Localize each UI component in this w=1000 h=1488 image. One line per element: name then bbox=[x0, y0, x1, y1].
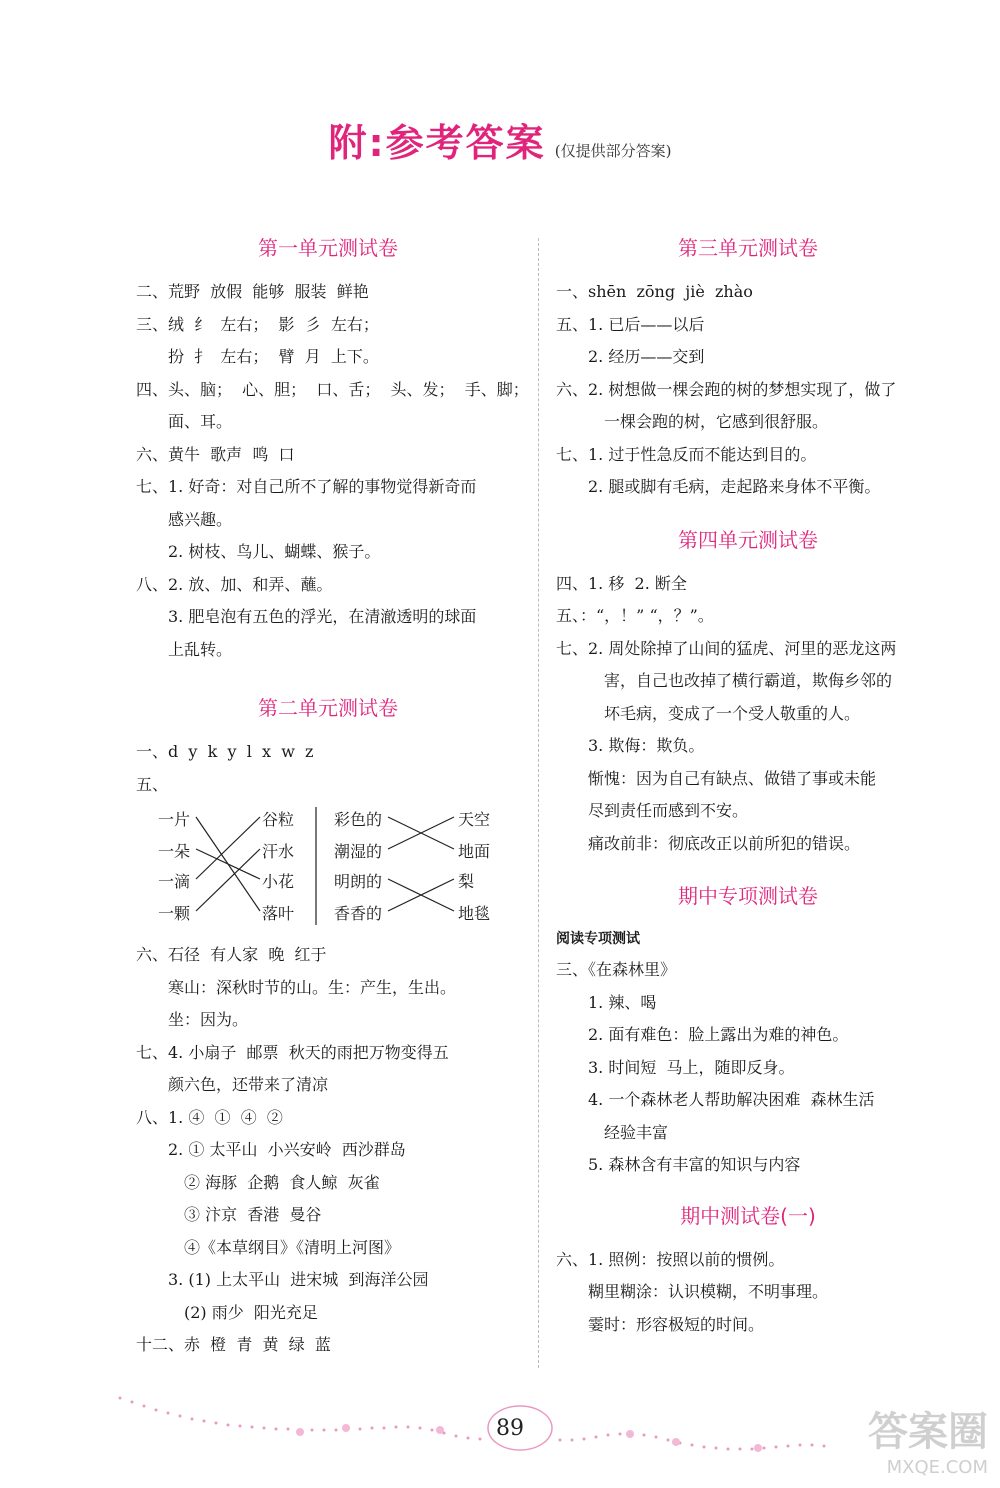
answer-line: (2) 雨少 阳光充足 bbox=[184, 1302, 318, 1322]
answer-line: 3. 时间短 马上，随即反身。 bbox=[588, 1057, 795, 1077]
answer-line: 四、1. 移 2. 断全 bbox=[556, 573, 687, 593]
answer-line: 经验丰富 bbox=[604, 1122, 669, 1142]
match-word: 地毯 bbox=[458, 904, 491, 923]
answer-line: 十二、赤 橙 青 黄 绿 蓝 bbox=[136, 1335, 331, 1354]
match-word: 一颗 bbox=[158, 904, 191, 923]
answer-line: 1. 辣、喝 bbox=[588, 992, 657, 1012]
answer-line: 五、 bbox=[136, 774, 169, 794]
answer-line: 3. 肥皂泡有五色的浮光，在清澈透明的球面 bbox=[168, 607, 477, 626]
answer-line: 感兴趣。 bbox=[168, 509, 233, 529]
answer-line: 面、耳。 bbox=[168, 412, 233, 431]
title-main: 附:参考答案 bbox=[328, 121, 546, 165]
match-word: 一滴 bbox=[158, 872, 191, 891]
section-title-unit4: 第四单元测试卷 bbox=[678, 527, 818, 552]
section-title-unit3: 第三单元测试卷 bbox=[678, 236, 818, 260]
answer-line: 糊里糊涂：认识模糊，不明事理。 bbox=[588, 1282, 829, 1301]
answer-line: 惭愧：因为自己有缺点、做错了事或未能 bbox=[588, 768, 877, 788]
answer-line: 四、头、脑； 心、胆； 口、舌； 头、发； 手、脚； bbox=[136, 379, 529, 399]
answer-line: 八、2. 放、加、和弄、蘸。 bbox=[136, 574, 333, 594]
answer-line: 2. 腿或脚有毛病，走起路来身体不平衡。 bbox=[588, 477, 881, 496]
column-divider bbox=[538, 238, 539, 1368]
answer-line: 八、1. ④ ① ④ ② bbox=[136, 1107, 283, 1127]
answer-line: 三、《在森林里》 bbox=[556, 960, 677, 979]
answer-line: 三、绒 纟 左右； 影 彡 左右； bbox=[136, 314, 379, 334]
match-word: 一片 bbox=[158, 810, 191, 829]
answer-line: 一、shēn zōng jiè zhào bbox=[556, 282, 753, 301]
answer-line: ③ 汴京 香港 曼谷 bbox=[184, 1205, 322, 1224]
answer-line: 颜六色，还带来了清凉 bbox=[168, 1075, 329, 1094]
answer-line: 3. (1) 上太平山 进宋城 到海洋公园 bbox=[168, 1270, 429, 1289]
match-word: 地面 bbox=[458, 842, 491, 861]
section-title-midterm-special: 期中专项测试卷 bbox=[678, 884, 818, 908]
answer-line: 七、4. 小扇子 邮票 秋天的雨把万物变得五 bbox=[136, 1042, 449, 1062]
section-title-unit1: 第一单元测试卷 bbox=[258, 236, 398, 260]
watermark-text: 答案圈 bbox=[868, 1409, 988, 1455]
answer-line: 五、1. 已后——以后 bbox=[556, 314, 705, 334]
subsection-heading: 阅读专项测试 bbox=[556, 931, 640, 947]
answer-line: 六、2. 树想做一棵会跑的树的梦想实现了，做了 bbox=[556, 379, 897, 399]
answer-line: 六、黄牛 歌声 鸣 口 bbox=[136, 444, 295, 464]
answer-line: 害，自己也改掉了横行霸道，欺侮乡邻的 bbox=[604, 671, 893, 690]
answer-line: 二、荒野 放假 能够 服装 鲜艳 bbox=[136, 282, 369, 301]
page-number: 89 bbox=[496, 1416, 524, 1441]
watermark-url: MXQE.COM bbox=[886, 1457, 988, 1478]
answer-line: 七、1. 过于性急反而不能达到目的。 bbox=[556, 444, 817, 464]
page-title bbox=[0, 112, 1000, 167]
answer-line: 七、2. 周处除掉了山间的猛虎、河里的恶龙这两 bbox=[556, 638, 897, 658]
match-word: 一朵 bbox=[158, 842, 191, 861]
match-word: 汗水 bbox=[262, 842, 295, 861]
watermark-logo bbox=[868, 1400, 988, 1478]
match-word: 彩色的 bbox=[334, 810, 383, 829]
answer-line: 霎时：形容极短的时间。 bbox=[588, 1314, 765, 1334]
answer-line: 痛改前非：彻底改正以前所犯的错误。 bbox=[588, 833, 861, 853]
answer-line: 2. 面有难色：脸上露出为难的神色。 bbox=[588, 1025, 849, 1044]
match-word: 小花 bbox=[262, 872, 295, 891]
answer-line: 六、石径 有人家 晚 红于 bbox=[136, 945, 327, 964]
answer-line: ④《本草纲目》《清明上河图》 bbox=[184, 1237, 401, 1257]
answer-line: 2. 经历——交到 bbox=[588, 347, 705, 366]
answer-line: 3. 欺侮：欺负。 bbox=[588, 736, 705, 755]
footer-dotted-wave bbox=[110, 1388, 970, 1468]
answer-line: 坐：因为。 bbox=[168, 1010, 249, 1029]
match-word: 香香的 bbox=[334, 904, 383, 923]
answer-line: 2. ① 太平山 小兴安岭 西沙群岛 bbox=[168, 1140, 406, 1159]
answer-line: 一棵会跑的树，它感到很舒服。 bbox=[604, 412, 829, 431]
answer-line: 2. 树枝、鸟儿、蝴蝶、猴子。 bbox=[168, 542, 381, 561]
match-word: 落叶 bbox=[262, 904, 295, 923]
match-word: 天空 bbox=[458, 810, 491, 829]
answer-line: 尽到责任而感到不安。 bbox=[588, 801, 749, 820]
answer-line: 坏毛病，变成了一个受人敬重的人。 bbox=[604, 703, 861, 723]
answer-line: 一、d y k y l x w z bbox=[136, 742, 314, 761]
left-column bbox=[136, 220, 529, 1362]
right-column bbox=[556, 220, 940, 1341]
matching-exercise bbox=[136, 807, 520, 931]
answer-line: ② 海豚 企鹅 食人鲸 灰雀 bbox=[184, 1172, 380, 1192]
section-title-midterm1: 期中测试卷(一) bbox=[680, 1203, 816, 1228]
match-word: 潮湿的 bbox=[334, 842, 383, 861]
answer-line: 5. 森林含有丰富的知识与内容 bbox=[588, 1155, 801, 1174]
match-word: 谷粒 bbox=[262, 810, 295, 829]
answer-line: 七、1. 好奇：对自己所不了解的事物觉得新奇而 bbox=[136, 477, 477, 496]
answer-line: 4. 一个森林老人帮助解决困难 森林生活 bbox=[588, 1090, 875, 1109]
section-title-unit2: 第二单元测试卷 bbox=[258, 696, 398, 720]
answer-line: 六、1. 照例：按照以前的惯例。 bbox=[556, 1249, 785, 1269]
answer-line: 寒山：深秋时节的山。生：产生，生出。 bbox=[168, 977, 457, 997]
match-word: 明朗的 bbox=[334, 872, 383, 891]
answer-line: 上乱转。 bbox=[168, 639, 233, 659]
match-word: 梨 bbox=[458, 872, 475, 891]
answer-line: 五、：“，！” “，？”。 bbox=[556, 606, 714, 625]
answer-line: 扮 扌 左右； 臂 月 上下。 bbox=[168, 347, 379, 366]
title-subtitle: (仅提供部分答案) bbox=[554, 142, 672, 160]
